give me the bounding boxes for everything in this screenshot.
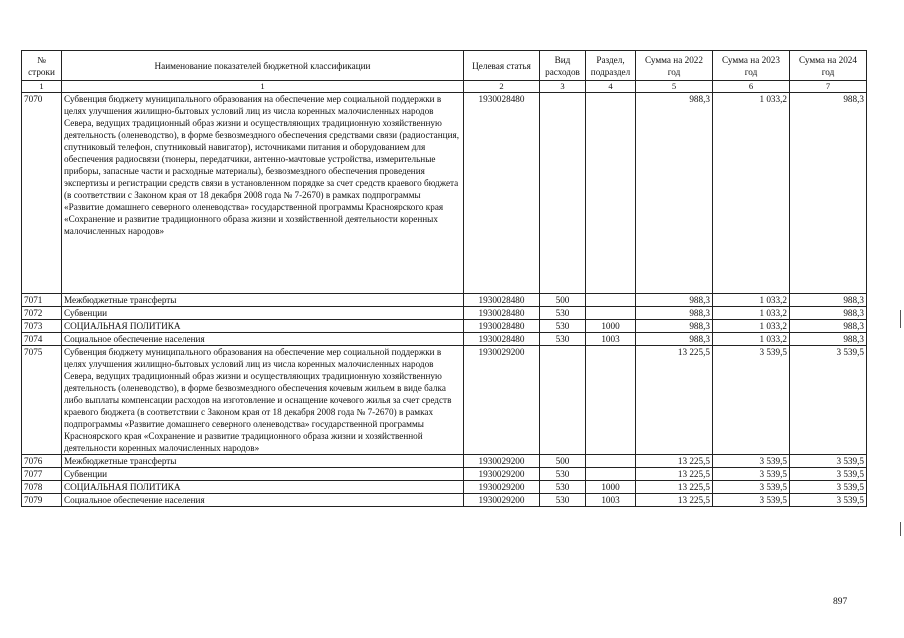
table-row	[22, 307, 867, 320]
row-sum-2024: 988,3	[790, 294, 867, 307]
row-number: 7074	[22, 333, 62, 346]
row-expense-type: 530	[540, 494, 586, 507]
page-number: 897	[833, 597, 848, 607]
row-sum-2023: 1 033,2	[713, 93, 790, 294]
row-sum-2022: 988,3	[636, 307, 713, 320]
row-expense-type: 500	[540, 294, 586, 307]
table-row	[22, 294, 867, 307]
row-target-article: 1930029200	[464, 468, 540, 481]
row-number: 7073	[22, 320, 62, 333]
header-section: Раздел, подраздел	[586, 51, 636, 81]
row-sum-2022: 13 225,5	[636, 468, 713, 481]
scan-margin-mark	[900, 522, 901, 536]
row-name: Субвенция бюджету муниципального образования на обеспечение мер социальной поддержки в целях улучшения жилищно-бытовых условий лиц из числа коренных малочисленных народов Севера, ведущих традиционный образ жизни и осуществляющих традиционную хозяйственную деятельность (оленеводство), в форме безвозмездного обеспечения кочевым жильем в виде балка либо выплаты компенсации расходов на изготовление и оснащение кочевого жилья за счет средств краевого бюджета (в соответствии с Законом края от 18 декабря 2008 года № 7-2670) в рамках подпрограммы «Развитие домашнего северного оленеводства» государственной программы Красноярского края «Сохранение и развитие традиционного образа жизни и хозяйственной деятельности коренных малочисленных народов»	[62, 346, 464, 455]
row-target-article: 1930029200	[464, 481, 540, 494]
row-sum-2023: 3 539,5	[713, 494, 790, 507]
column-number: 5	[636, 81, 713, 93]
table-row	[22, 320, 867, 333]
column-number: 7	[790, 81, 867, 93]
column-number: 6	[713, 81, 790, 93]
row-name: Социальное обеспечение населения	[62, 494, 464, 507]
row-sum-2023: 1 033,2	[713, 333, 790, 346]
row-name: Межбюджетные трансферты	[62, 455, 464, 468]
row-sum-2024: 3 539,5	[790, 481, 867, 494]
row-name: Субвенции	[62, 468, 464, 481]
row-sum-2022: 13 225,5	[636, 494, 713, 507]
row-name: Межбюджетные трансферты	[62, 294, 464, 307]
row-sum-2023: 3 539,5	[713, 346, 790, 455]
header-expense-type: Вид расходов	[540, 51, 586, 81]
row-sum-2024: 988,3	[790, 93, 867, 294]
table-row	[22, 481, 867, 494]
row-expense-type	[540, 93, 586, 294]
row-expense-type: 530	[540, 307, 586, 320]
table-row	[22, 494, 867, 507]
row-section	[586, 346, 636, 455]
column-number: 1	[62, 81, 464, 93]
row-target-article: 1930028480	[464, 294, 540, 307]
row-expense-type: 530	[540, 333, 586, 346]
row-section: 1000	[586, 320, 636, 333]
row-sum-2022: 13 225,5	[636, 346, 713, 455]
row-number: 7071	[22, 294, 62, 307]
row-sum-2024: 3 539,5	[790, 468, 867, 481]
row-sum-2023: 3 539,5	[713, 455, 790, 468]
column-number: 3	[540, 81, 586, 93]
row-number: 7077	[22, 468, 62, 481]
row-number: 7075	[22, 346, 62, 455]
row-sum-2023: 1 033,2	[713, 320, 790, 333]
row-sum-2022: 13 225,5	[636, 481, 713, 494]
row-number: 7079	[22, 494, 62, 507]
row-expense-type: 530	[540, 481, 586, 494]
row-number: 7078	[22, 481, 62, 494]
row-target-article: 1930029200	[464, 455, 540, 468]
row-target-article: 1930028480	[464, 307, 540, 320]
row-expense-type: 530	[540, 320, 586, 333]
row-expense-type: 500	[540, 455, 586, 468]
header-sum-2022: Сумма на 2022 год	[636, 51, 713, 81]
row-section	[586, 93, 636, 294]
row-sum-2024: 988,3	[790, 333, 867, 346]
budget-table	[21, 50, 867, 507]
scan-margin-mark	[900, 310, 901, 328]
row-target-article: 1930029200	[464, 346, 540, 455]
column-number: 4	[586, 81, 636, 93]
row-name: СОЦИАЛЬНАЯ ПОЛИТИКА	[62, 481, 464, 494]
row-sum-2023: 1 033,2	[713, 294, 790, 307]
header-sum-2024: Сумма на 2024 год	[790, 51, 867, 81]
row-sum-2022: 988,3	[636, 93, 713, 294]
header-target-article: Целевая статья	[464, 51, 540, 81]
row-name: СОЦИАЛЬНАЯ ПОЛИТИКА	[62, 320, 464, 333]
row-sum-2022: 13 225,5	[636, 455, 713, 468]
row-number: 7070	[22, 93, 62, 294]
row-section	[586, 294, 636, 307]
table-row	[22, 333, 867, 346]
header-sum-2023: Сумма на 2023 год	[713, 51, 790, 81]
row-sum-2023: 3 539,5	[713, 468, 790, 481]
row-target-article: 1930028480	[464, 320, 540, 333]
row-number: 7076	[22, 455, 62, 468]
row-section: 1000	[586, 481, 636, 494]
row-sum-2022: 988,3	[636, 294, 713, 307]
row-target-article: 1930028480	[464, 93, 540, 294]
row-name: Субвенции	[62, 307, 464, 320]
row-section: 1003	[586, 333, 636, 346]
row-target-article: 1930029200	[464, 494, 540, 507]
row-expense-type	[540, 346, 586, 455]
table-row	[22, 93, 867, 294]
table-row	[22, 455, 867, 468]
row-sum-2024: 3 539,5	[790, 346, 867, 455]
row-sum-2022: 988,3	[636, 333, 713, 346]
column-number: 2	[464, 81, 540, 93]
row-sum-2024: 988,3	[790, 320, 867, 333]
column-numbers-row	[22, 81, 867, 93]
row-name: Субвенция бюджету муниципального образования на обеспечение мер социальной поддержки в целях улучшения жилищно-бытовых условий лиц из числа коренных малочисленных народов Севера, ведущих традиционный образ жизни и осуществляющих традиционную хозяйственную деятельность (оленеводство), в форме безвозмездного обеспечения средствами связи (радиостанция, спутниковый телефон, спутниковый навигатор), источниками питания и оборудованием для обеспечения радиосвязи (тюнеры, передатчики, антенно-мачтовые устройства, измерительные приборы, запасные части и расходные материалы), безвозмездного обеспечения проведения экспертизы и регистрации средств связи в установленном порядке за счет средств краевого бюджета (в соответствии с Законом края от 18 декабря 2008 года № 7-2670) в рамках подпрограммы «Развитие домашнего северного оленеводства» государственной программы Красноярского края «Сохранение и развитие традиционного образа жизни и хозяйственной деятельности коренных малочисленных народов»	[62, 93, 464, 294]
row-sum-2024: 3 539,5	[790, 455, 867, 468]
row-expense-type: 530	[540, 468, 586, 481]
header-row-number: № строки	[22, 51, 62, 81]
column-number: 1	[22, 81, 62, 93]
row-section	[586, 468, 636, 481]
row-sum-2024: 988,3	[790, 307, 867, 320]
table-row	[22, 468, 867, 481]
row-number: 7072	[22, 307, 62, 320]
row-section	[586, 307, 636, 320]
row-sum-2024: 3 539,5	[790, 494, 867, 507]
row-sum-2023: 3 539,5	[713, 481, 790, 494]
row-section: 1003	[586, 494, 636, 507]
row-target-article: 1930028480	[464, 333, 540, 346]
row-sum-2022: 988,3	[636, 320, 713, 333]
row-sum-2023: 1 033,2	[713, 307, 790, 320]
table-row	[22, 346, 867, 455]
row-section	[586, 455, 636, 468]
header-name: Наименование показателей бюджетной классификации	[62, 51, 464, 81]
row-name: Социальное обеспечение населения	[62, 333, 464, 346]
